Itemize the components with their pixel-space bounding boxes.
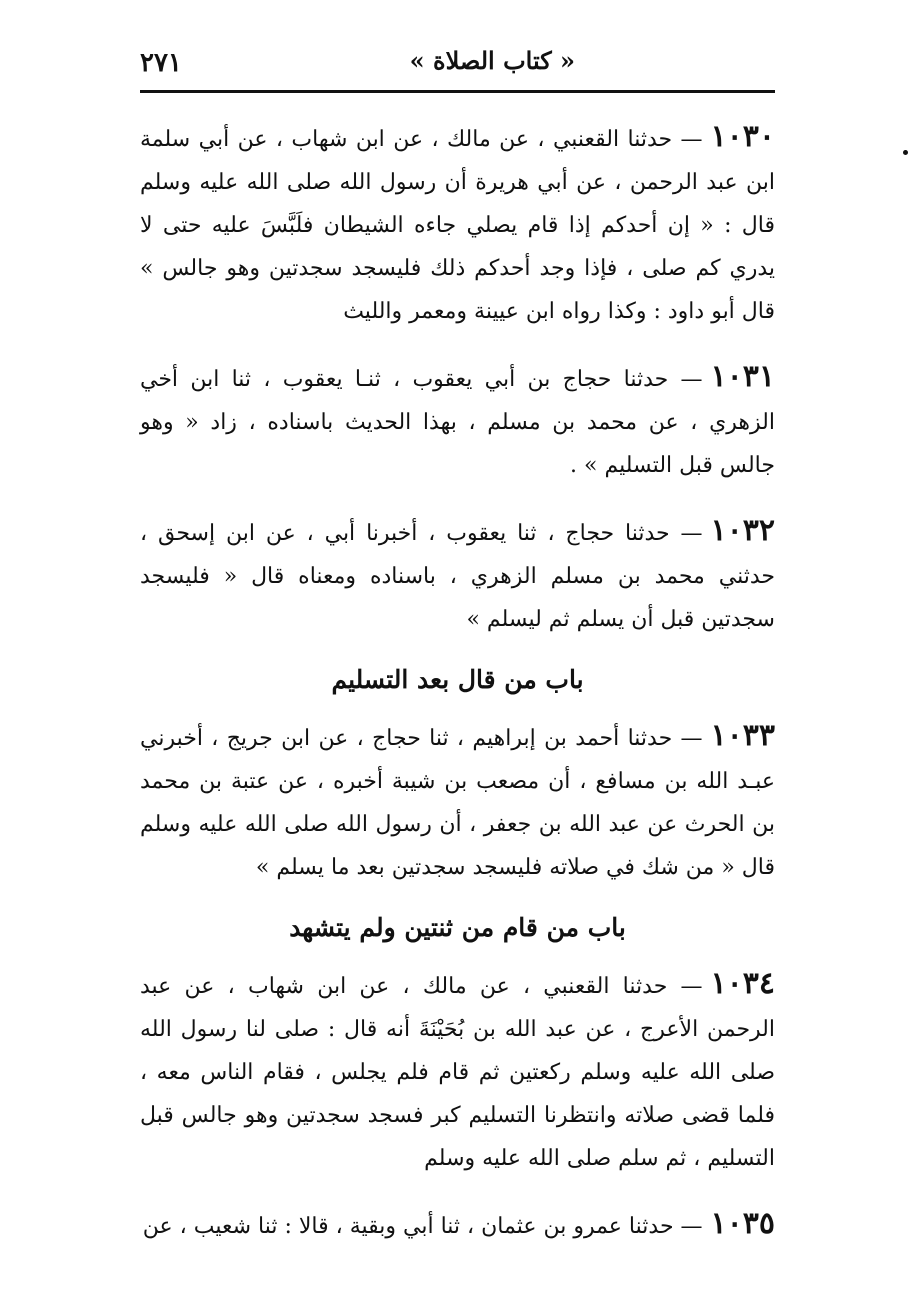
hadith-1030 [140, 115, 775, 333]
hadith-number: ١٠٣٤ [710, 966, 775, 1001]
chapter-heading: باب من قام من ثنتين ولم يتشهد [289, 913, 626, 942]
hadith-number: ١٠٣١ [710, 359, 775, 394]
hadith-text: — حدثنا عمرو بن عثمان ، ثنا أبي وبقية ، قالا : ثنا شعيب ، عن [142, 1214, 703, 1239]
running-title: « كتاب الصلاة » [409, 46, 575, 75]
hadith-1035 [140, 1202, 775, 1248]
hadith-number: ١٠٣٥ [710, 1206, 775, 1241]
page-header [140, 40, 775, 93]
hadith-1032 [140, 509, 775, 641]
hadith-1031 [140, 355, 775, 487]
hadith-1034 [140, 962, 775, 1180]
hadith-1033 [140, 714, 775, 889]
page-number: ٢٧١ [140, 48, 182, 78]
hadith-text: — حدثنا القعنبي ، عن مالك ، عن ابن شهاب ، عن عبد الرحمن الأعرج ، عن عبد الله بن بُحَيْنَةَ أنه قال : صلى لنا رسول الله صلى الله عليه وسلم ركعتين ثم قام فلم يجلس ، فقام الناس معه ، فلما قضى صلاته وانتظرنا التسليم كبر فسجد سجدتين وهو جالس قبل التسليم ، ثم سلم صلى الله عليه وسلم [140, 974, 775, 1171]
hadith-number: ١٠٣٠ [710, 119, 775, 154]
hadith-text: — حدثنا القعنبي ، عن مالك ، عن ابن شهاب ، عن أبي سلمة ابن عبد الرحمن ، عن أبي هريرة أن رسول الله صلى الله عليه وسلم قال : « إن أحدكم إذا قام يصلي جاءه الشيطان فلَبَّسَ عليه حتى لا يدري كم صلى ، فإذا وجد أحدكم ذلك فليسجد سجدتين وهو جالس » قال أبو داود : وكذا رواه ابن عيينة ومعمر والليث [140, 127, 775, 324]
hadith-number: ١٠٣٢ [710, 513, 775, 548]
page-body [140, 115, 775, 1248]
page [140, 40, 775, 1270]
hadith-text: — حدثنا أحمد بن إبراهيم ، ثنا حجاج ، عن ابن جريج ، أخبرني عبـد الله بن مسافع ، أن مصعب بن شيبة أخبره ، عن عتبة بن محمد بن الحرث عن عبد الله بن جعفر ، أن رسول الله صلى الله عليه وسلم قال « من شك في صلاته فليسجد سجدتين بعد ما يسلم » [140, 726, 775, 880]
hadith-text: — حدثنا حجاج ، ثنا يعقوب ، أخبرنا أبي ، عن ابن إسحق ، حدثني محمد بن مسلم الزهري ، باسناده ومعناه قال « فليسجد سجدتين قبل أن يسلم ثم ليسلم » [140, 521, 775, 632]
hadith-text: — حدثنا حجاج بن أبي يعقوب ، ثنـا يعقوب ، ثنا ابن أخي الزهري ، عن محمد بن مسلم ، بهذا الحديث باسناده ، زاد « وهو جالس قبل التسليم » . [140, 367, 775, 478]
chapter-heading: باب من قال بعد التسليم [331, 665, 584, 694]
hadith-number: ١٠٣٣ [710, 718, 775, 753]
margin-mark [903, 150, 908, 155]
